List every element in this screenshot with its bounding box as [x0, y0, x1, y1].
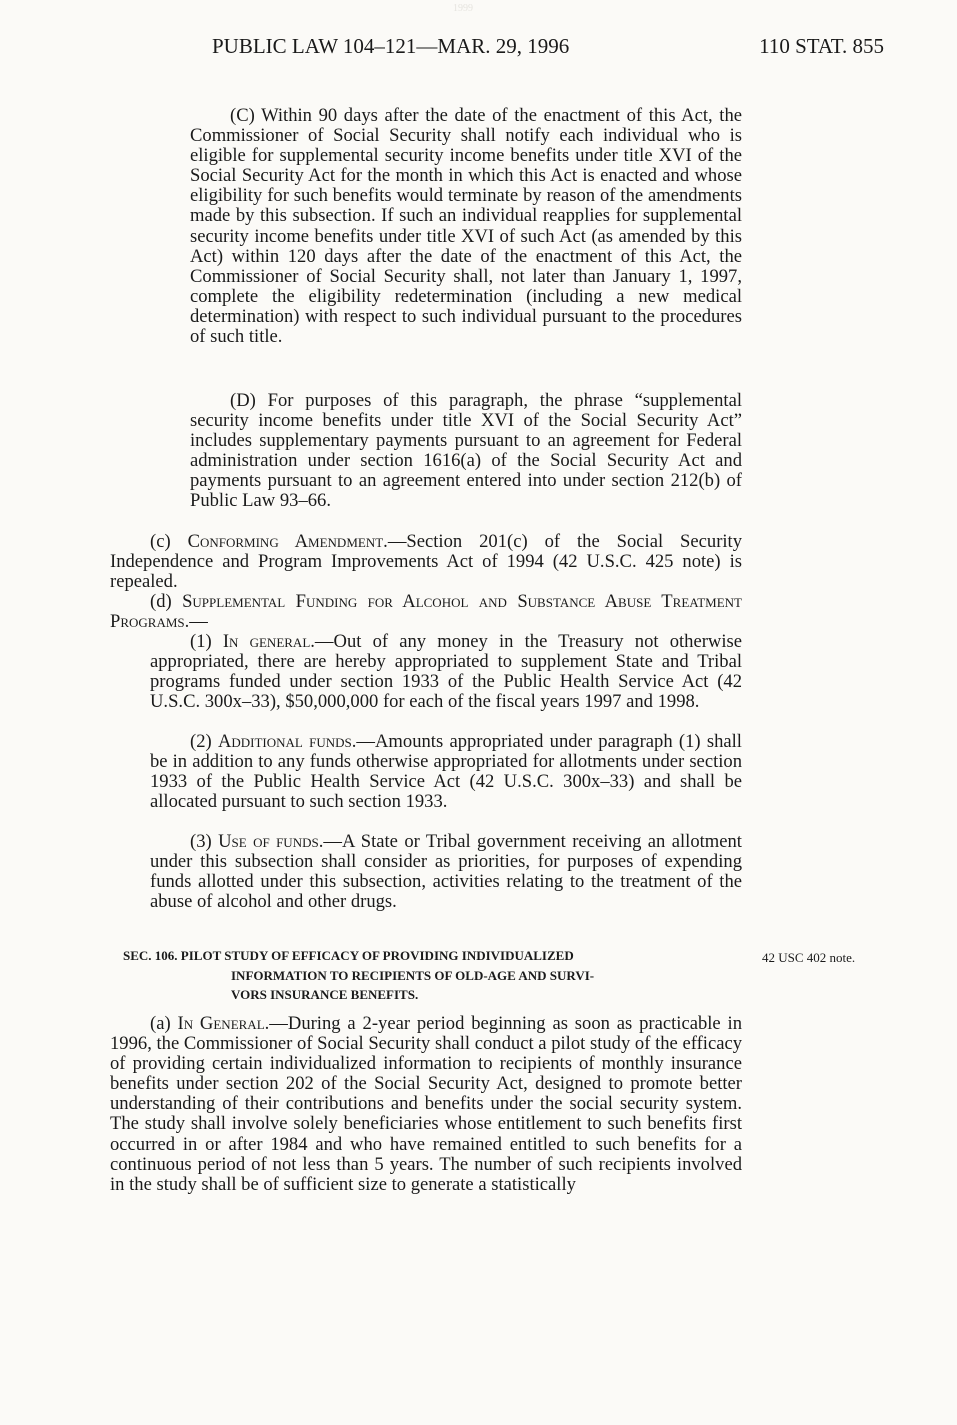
- paragraph-3: [150, 832, 742, 912]
- subsection-c-label: (c): [150, 531, 188, 552]
- paragraph-2-body: —Amounts appropriated under paragraph (1) shall be in addition to any funds otherwise appropriated for allotments under section 1933 of the Public Health Service Act (42 U.S.C. 300x–33) and shall be allocated pursuant to such section 1933.: [150, 731, 742, 813]
- subsection-c-heading: Conforming Amendment.: [187, 531, 388, 552]
- subsection-d-label: (d): [150, 591, 183, 612]
- section-106-heading: [123, 946, 745, 1005]
- subsection-d-body: —: [189, 611, 208, 633]
- usc-margin-note: 42 USC 402 note.: [762, 950, 856, 965]
- paragraph-1-label: (1): [190, 631, 223, 652]
- paragraph-1-body: —Out of any money in the Treasury not otherwise appropriated, there are hereby appropriated to supplement State and Tribal programs funded under section 1933 of the Public Health Service Act (42 U.S.C. 300x–33), $50,000,000 for each of the fiscal years 1997 and 1998.: [150, 631, 742, 713]
- statute-page-number: 110 STAT. 855: [759, 34, 884, 58]
- section-title-line-3: VORS INSURANCE BENEFITS.: [231, 987, 419, 1002]
- paragraph-C: (C) Within 90 days after the date of the enactment of this Act, the Commissioner of Social Security shall notify each individual who is eligible for supplemental security income benefits under title XVI of the Social Security Act for the month in which this Act is enacted and whose eligibility for such benefits would terminate by reason of the amendments made by this subsection. If such an individual reapplies for supplemental security income benefits under title XVI of such Act (as amended by this Act) within 120 days after the date of the enactment of this Act, the Commissioner of Social Security shall, not later than January 1, 1997, complete the eligibility redetermination (including a new medical determination) with respect to such individual pursuant to the procedures of such title.: [190, 105, 742, 348]
- public-law-citation: PUBLIC LAW 104–121—MAR. 29, 1996: [212, 34, 570, 58]
- paragraph-2-label: (2): [190, 731, 218, 752]
- paragraph-D: (D) For purposes of this paragraph, the phrase “supplemental security income benefits under title XVI of the Social Security Act” includes supplementary payments pursuant to an agreement for Federal administration under section 1616(a) of the Social Security Act and payments pursuant to an agreement entered into under section 212(b) of Public Law 93–66.: [190, 390, 742, 512]
- section-number: SEC. 106.: [123, 948, 178, 963]
- subsection-c-body: —Section 201(c) of the Social Security Independence and Program Improvements Act of 1994 (42 U.S.C. 425 note) is repealed.: [110, 531, 743, 593]
- paragraph-3-heading: Use of funds.: [218, 831, 324, 852]
- paragraph-2-heading: Additional funds.: [217, 731, 357, 752]
- paragraph-1: [150, 632, 742, 712]
- subsection-d: [110, 592, 742, 632]
- subsection-a-label: (a): [150, 1013, 178, 1034]
- subsection-d-heading: Supplemental Funding for Alcohol and Substance Abuse Treatment Programs.: [110, 591, 742, 633]
- subsection-a-heading: In General.: [177, 1013, 270, 1034]
- faint-page-mark: 1999: [453, 3, 473, 14]
- paragraph-3-body: —A State or Tribal government receiving an allotment under this subsection shall consider as priorities, for purposes of expending funds allotted under this subsection, activities relating to the treatment of the abuse of alcohol and other drugs.: [150, 831, 742, 913]
- paragraph-1-heading: In general.: [222, 631, 315, 652]
- subsection-a-body: —During a 2-year period beginning as soon as practicable in 1996, the Commissioner of Social Security shall conduct a pilot study of the efficacy of providing certain individualized information to recipients of monthly insurance benefits under section 202 of the Social Security Act, designed to promote better understanding of their contributions and benefits under the social security system. The study shall involve solely beneficiaries whose entitlement to such benefits first occurred in or after 1984 and who have remained entitled to such benefits for a continuous period of not less than 5 years. The number of such recipients involved in the study shall be of sufficient size to generate a statistically: [110, 1013, 742, 1195]
- subsection-a: [110, 1014, 742, 1195]
- paragraph-2: [150, 732, 742, 812]
- subsection-c: [110, 532, 742, 592]
- section-title-line-2: INFORMATION TO RECIPIENTS OF OLD-AGE AND SURVI-: [231, 967, 595, 983]
- paragraph-3-label: (3): [190, 831, 219, 852]
- section-title-line-1: PILOT STUDY OF EFFICACY OF PROVIDING INDIVIDUALIZED: [177, 948, 574, 963]
